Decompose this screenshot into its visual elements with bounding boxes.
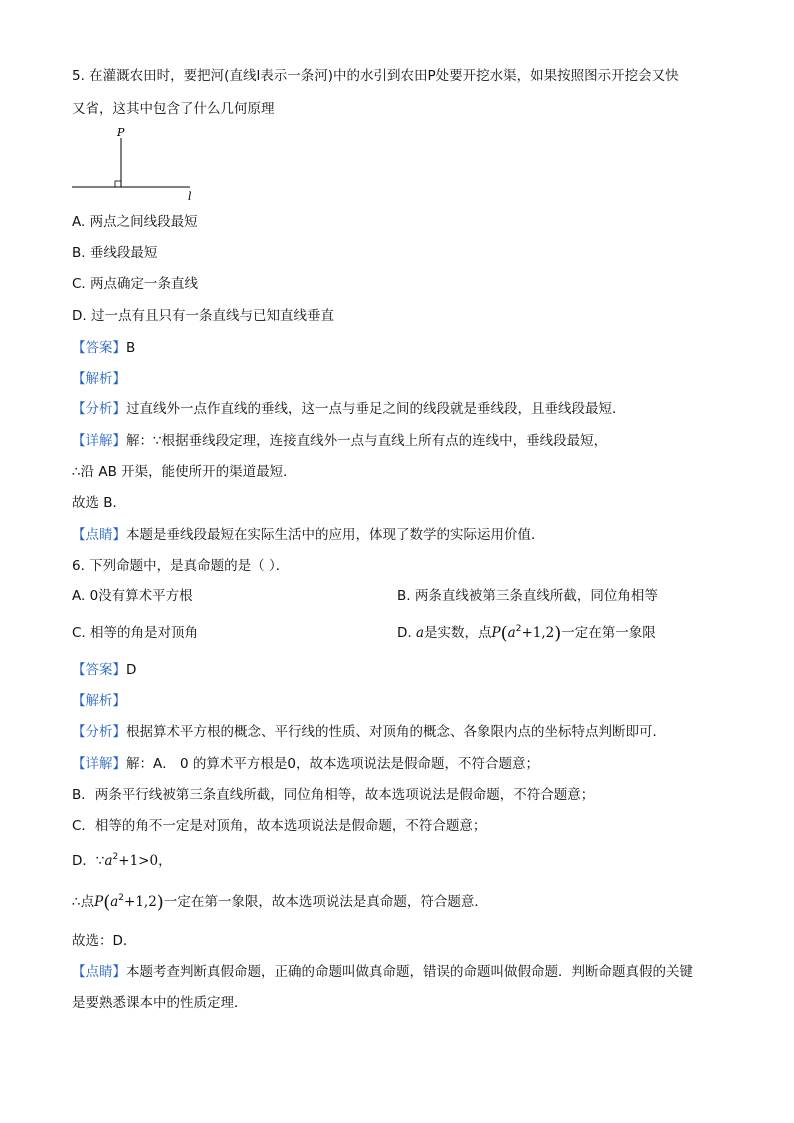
q5-option-a: A. 两点之间线段最短 xyxy=(72,214,198,230)
square-exponent: 2 xyxy=(515,624,522,634)
answer-value: D xyxy=(126,662,137,678)
q5-option-b: B. 垂线段最短 xyxy=(72,245,158,261)
coord-rest: +1,2 xyxy=(124,894,157,910)
analysis-tag: 【解析】 xyxy=(72,371,126,387)
xiangjie5-prefix: ∴点 xyxy=(72,894,95,910)
figure-label-l: l xyxy=(188,190,192,203)
q5-choose: 故选 B． xyxy=(72,495,127,511)
fenxi-text: 过直线外一点作直线的垂线，这一点与垂足之间的线段就是垂线段，且垂线段最短． xyxy=(126,401,626,417)
q6-xiangjie-line4 xyxy=(72,851,172,871)
q5-fenxi xyxy=(72,399,626,419)
q6-fenxi xyxy=(72,722,666,742)
fenxi-text: 根据算术平方根的概念、平行线的性质、对顶角的概念、各象限内点的坐标特点判断即可． xyxy=(126,724,666,740)
coord-rest: +1,2 xyxy=(521,625,555,641)
q6-xiangjie-line5: ∴点$P(a^2+1,2)$一定在第一象限，故本选项说法是真命题，符合题意． xyxy=(72,892,488,913)
var-a: a xyxy=(104,853,113,869)
q6-xiangjie-line2: B．两条平行线被第三条直线所截，同位角相等，故本选项说法是假命题，不符合题意； xyxy=(72,787,595,803)
coord-a: a xyxy=(507,625,516,641)
answer-tag: 【答案】 xyxy=(72,340,126,356)
q6-option-c: C. 相等的角是对顶角 xyxy=(72,625,199,641)
xiangjie-text: 解：A． 0 的算术平方根是0，故本选项说法是假命题，不符合题意； xyxy=(126,756,539,772)
figure-label-p: P xyxy=(117,126,125,139)
dianjing-text: 本题是垂线段最短在实际生活中的应用，体现了数学的实际运用价值． xyxy=(126,527,545,543)
square-exponent: 2 xyxy=(112,852,119,862)
q5-xiangjie-line2: ∴沿 AB 开渠，能使所开的渠道最短． xyxy=(72,464,297,480)
q6-option-a: A. 0没有算术平方根 xyxy=(72,588,193,604)
q6-analysis-heading xyxy=(72,691,126,711)
answer-value: B xyxy=(126,340,136,356)
q5-analysis-heading xyxy=(72,369,126,389)
q6-option-b: B. 两条直线被第三条直线所截，同位角相等 xyxy=(397,588,658,604)
var-a: a xyxy=(415,625,425,641)
inequality-rest: +1>0， xyxy=(118,853,172,869)
q5-figure xyxy=(66,124,206,204)
q5-xiangjie-line1 xyxy=(72,431,607,451)
point-p: P xyxy=(491,625,501,641)
xiangjie-tag: 【详解】 xyxy=(72,433,126,449)
q6-dianjing-line2: 是要熟悉课本中的性质定理． xyxy=(72,995,248,1011)
point-p: P xyxy=(94,894,104,910)
q6-option-d: D. a是实数，点$P(a^2+1,2)$一定在第一象限 xyxy=(397,623,656,644)
fenxi-tag: 【分析】 xyxy=(72,401,126,417)
q6-choose: 故选：D． xyxy=(72,933,137,949)
xiangjie4-prefix: D．∵ xyxy=(72,853,105,869)
option-d-prefix: D. xyxy=(397,625,412,641)
q5-answer xyxy=(72,338,135,358)
q6-xiangjie-line3: C．相等的角不一定是对顶角，故本选项说法是假命题，不符合题意； xyxy=(72,818,487,834)
option-d-mid: 是实数，点 xyxy=(424,625,492,641)
dianjing-text: 本题考查判断真假命题，正确的命题叫做真命题，错误的命题叫做假命题．判断命题真假的关键 xyxy=(126,964,693,980)
q5-option-d: D. 过一点有且只有一条直线与已知直线垂直 xyxy=(72,308,334,324)
q5-stem-line1: 5. 在灌溉农田时，要把河(直线l表示一条河)中的水引到农田P处要开挖水渠，如果按照图示开挖会又快 xyxy=(72,68,679,84)
xiangjie-tag: 【详解】 xyxy=(72,756,126,772)
q6-answer xyxy=(72,660,136,680)
q6-xiangjie-line1 xyxy=(72,754,539,774)
q5-stem-line2: 又省，这其中包含了什么几何原理 xyxy=(72,101,275,117)
xiangjie-text: 解：∵根据垂线段定理，连接直线外一点与直线上所有点的连线中，垂线段最短， xyxy=(126,433,608,449)
square-exponent: 2 xyxy=(118,893,125,903)
option-d-suffix: 一定在第一象限 xyxy=(561,625,656,641)
q6-dianjing-line1 xyxy=(72,962,693,982)
answer-tag: 【答案】 xyxy=(72,662,126,678)
analysis-tag: 【解析】 xyxy=(72,693,126,709)
q6-stem: 6. 下列命题中，是真命题的是（ ）． xyxy=(72,558,290,574)
q5-dianjing xyxy=(72,525,545,545)
xiangjie5-suffix: 一定在第一象限，故本选项说法是真命题，符合题意． xyxy=(163,894,488,910)
fenxi-tag: 【分析】 xyxy=(72,724,126,740)
dianjing-tag: 【点睛】 xyxy=(72,527,126,543)
right-angle-mark xyxy=(115,181,121,187)
coord-a: a xyxy=(110,894,119,910)
dianjing-tag: 【点睛】 xyxy=(72,964,126,980)
q5-option-c: C. 两点确定一条直线 xyxy=(72,276,199,292)
